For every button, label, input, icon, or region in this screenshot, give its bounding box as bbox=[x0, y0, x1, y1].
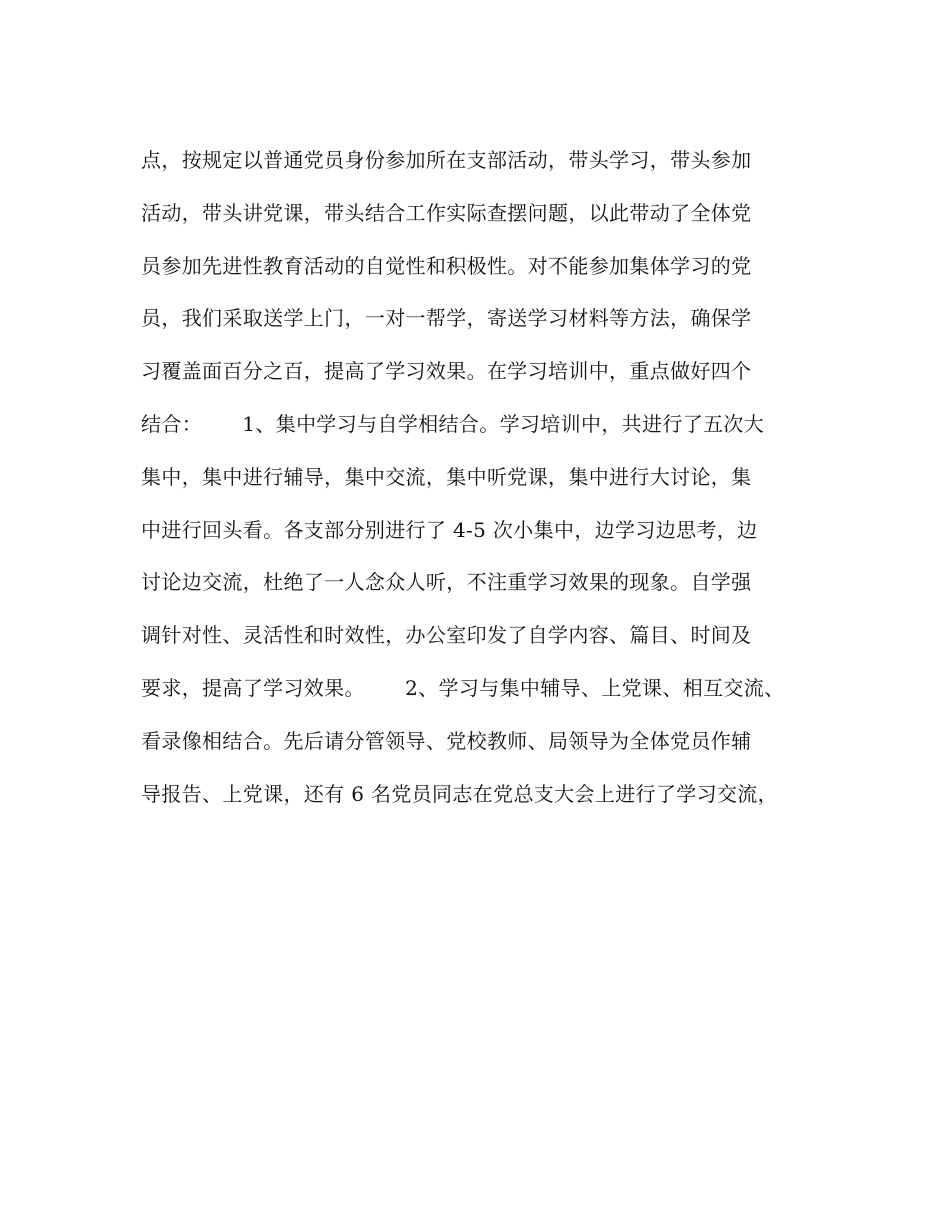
text-line: 中进行回头看。各支部分别进行了 4-5 次小集中，边学习边思考，边 bbox=[141, 517, 758, 542]
text-line: 要求，提高了学习效果。 2、学习与集中辅导、上党课、相互交流、 bbox=[141, 675, 785, 700]
text-line: 点，按规定以普通党员身份参加所在支部活动，带头学习，带头参加 bbox=[141, 148, 752, 172]
text-line: 员参加先进性教育活动的自觉性和积极性。对不能参加集体学习的党 bbox=[141, 253, 752, 278]
text-line: 员，我们采取送学上门，一对一帮学，寄送学习材料等方法，确保学 bbox=[141, 306, 752, 331]
body-text bbox=[141, 140, 841, 826]
text-line: 习覆盖面百分之百，提高了学习效果。在学习培训中，重点做好四个 bbox=[141, 359, 752, 384]
text-line: 讨论边交流，杜绝了一人念众人听，不注重学习效果的现象。自学强 bbox=[141, 570, 752, 595]
text-line: 集中，集中进行辅导，集中交流，集中听党课，集中进行大讨论，集 bbox=[141, 464, 752, 489]
text-line: 活动，带头讲党课，带头结合工作实际查摆问题，以此带动了全体党 bbox=[141, 200, 752, 225]
text-line: 看录像相结合。先后请分管领导、党校教师、局领导为全体党员作辅 bbox=[141, 728, 752, 753]
text-line: 结合： 1、集中学习与自学相结合。学习培训中，共进行了五次大 bbox=[141, 411, 765, 436]
text-line: 调针对性、灵活性和时效性，办公室印发了自学内容、篇目、时间及 bbox=[141, 623, 752, 648]
text-line: 导报告、上党课，还有 6 名党员同志在党总支大会上进行了学习交流， bbox=[141, 781, 778, 806]
